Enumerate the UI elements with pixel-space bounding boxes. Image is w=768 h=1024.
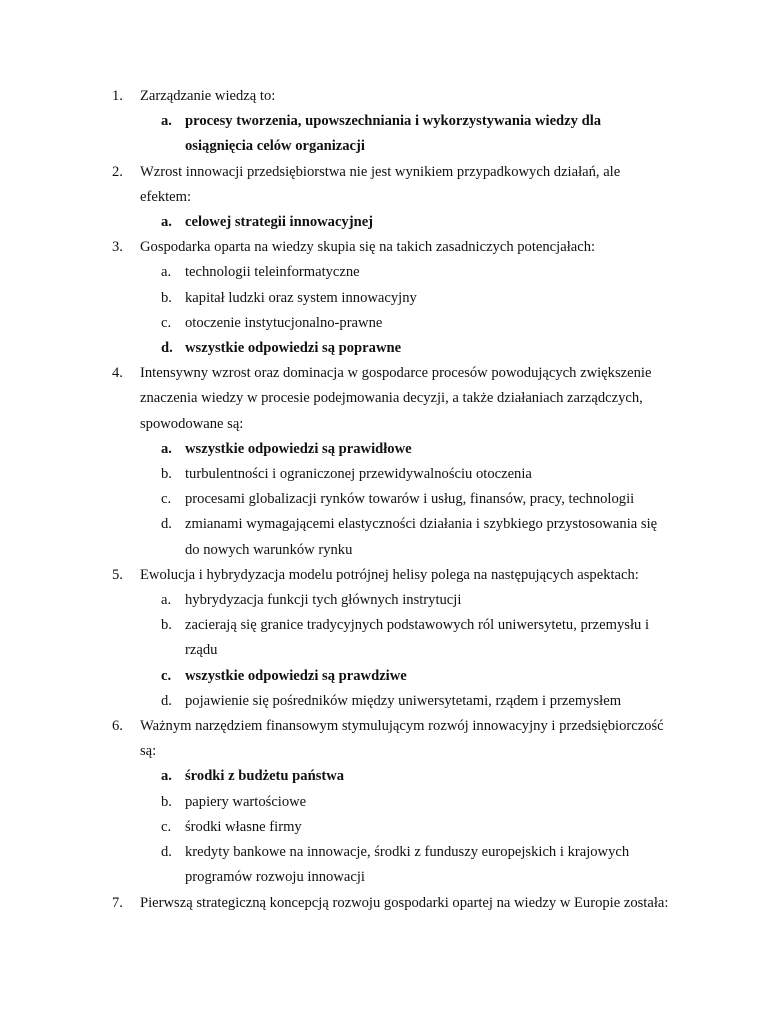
- answer-5c: [0, 664, 671, 689]
- question-number: 6.: [112, 718, 123, 735]
- answer-letter: a.: [161, 592, 172, 609]
- question-number: 2.: [112, 163, 123, 180]
- question-number: 4.: [112, 365, 123, 382]
- answer-text: środki własne firmy: [185, 818, 302, 835]
- answer-text: papiery wartościowe: [185, 793, 307, 810]
- answer-text: celowej strategii innowacyjnej: [185, 214, 374, 231]
- question-number: 5.: [112, 566, 123, 583]
- question-number: 3.: [112, 239, 123, 256]
- question-5: [0, 563, 670, 588]
- answer-text: hybrydyzacja funkcji tych głównych instrytucji: [185, 592, 462, 609]
- question-4: [0, 361, 670, 437]
- question-text: Gospodarka oparta na wiedzy skupia się na takich zasadniczych potencjałach:: [140, 239, 596, 256]
- answer-letter: d.: [161, 516, 172, 533]
- answer-letter: c.: [161, 818, 172, 835]
- question-text: Ważnym narzędziem finansowym stymulującym rozwój innowacyjny i przedsiębiorczość są:: [140, 718, 664, 760]
- answer-letter: b.: [161, 793, 172, 810]
- answer-6c: [0, 815, 671, 840]
- answer-text: wszystkie odpowiedzi są prawidłowe: [185, 440, 412, 457]
- question-text: Pierwszą strategiczną koncepcją rozwoju gospodarki opartej na wiedzy w Europie została:: [140, 894, 669, 911]
- answer-letter: b.: [161, 617, 172, 634]
- answer-text: środki z budżetu państwa: [185, 768, 345, 785]
- answer-6b: [0, 790, 671, 815]
- answer-3c: [0, 311, 671, 336]
- answer-text: zacierają się granice tradycyjnych podstawowych ról uniwersytetu, przemysłu i rządu: [185, 617, 649, 659]
- answer-letter: c.: [161, 491, 172, 508]
- answer-letter: c.: [161, 314, 172, 331]
- question-1: [0, 84, 670, 109]
- quiz-document: [0, 84, 768, 916]
- question-number: 7.: [112, 894, 123, 911]
- answer-text: kapitał ludzki oraz system innowacyjny: [185, 289, 417, 306]
- question-number: 1.: [112, 88, 123, 104]
- answer-6d: [0, 840, 671, 890]
- answer-text: wszystkie odpowiedzi są prawdziwe: [185, 667, 407, 684]
- answer-text: technologii teleinformatyczne: [185, 264, 360, 281]
- question-6: [0, 714, 670, 764]
- answer-5a: [0, 588, 671, 613]
- answer-4c: [0, 487, 671, 512]
- answer-text: otoczenie instytucjonalno-prawne: [185, 314, 383, 331]
- question-text: Ewolucja i hybrydyzacja modelu potrójnej helisy polega na następujących aspektach:: [140, 566, 639, 583]
- question-2: [0, 160, 670, 210]
- answer-4b: [0, 462, 671, 487]
- question-text: Wzrost innowacji przedsiębiorstwa nie jest wynikiem przypadkowych działań, ale efektem:: [140, 163, 621, 205]
- answer-letter: a.: [161, 440, 172, 457]
- answer-letter: d.: [161, 692, 172, 709]
- answer-1a: [0, 109, 671, 159]
- answer-letter: b.: [161, 466, 172, 483]
- answer-letter: a.: [161, 214, 172, 231]
- answer-3b: [0, 286, 671, 311]
- answer-letter: c.: [161, 667, 172, 684]
- question-text: Zarządzanie wiedzą to:: [140, 88, 276, 104]
- answer-5b: [0, 613, 671, 663]
- answer-2a: [0, 210, 671, 235]
- answer-6a: [0, 764, 671, 789]
- answer-3a: [0, 260, 671, 285]
- answer-text: turbulentności i ograniczonej przewidywalnościu otoczenia: [185, 466, 532, 483]
- answer-text: wszystkie odpowiedzi są poprawne: [185, 340, 402, 357]
- question-7: [0, 891, 670, 916]
- answer-3d: [0, 336, 671, 361]
- answer-text: procesy tworzenia, upowszechniania i wykorzystywania wiedzy dla osiągnięcia celów organizacji: [185, 113, 602, 155]
- answer-letter: d.: [161, 340, 173, 357]
- answer-letter: d.: [161, 844, 172, 861]
- question-3: [0, 235, 670, 260]
- question-text: Intensywny wzrost oraz dominacja w gospodarce procesów powodujących zwiększenie znaczenia wiedzy w procesie podejmowania decyzji, a także działaniach zarządczych, spowodowane są:: [140, 365, 652, 432]
- answer-4a: [0, 437, 671, 462]
- answer-text: kredyty bankowe na innowacje, środki z funduszy europejskich i krajowych programów rozwoju innowacji: [185, 844, 630, 886]
- answer-letter: a.: [161, 768, 172, 785]
- answer-text: procesami globalizacji rynków towarów i usług, finansów, pracy, technologii: [185, 491, 635, 508]
- answer-letter: a.: [161, 113, 172, 130]
- answer-letter: b.: [161, 289, 172, 306]
- answer-text: pojawienie się pośredników między uniwersytetami, rządem i przemysłem: [185, 692, 622, 709]
- answer-letter: a.: [161, 264, 172, 281]
- answer-text: zmianami wymagającemi elastyczności działania i szybkiego przystosowania się do nowych warunków rynku: [185, 516, 658, 558]
- answer-4d: [0, 512, 671, 562]
- answer-5d: [0, 689, 671, 714]
